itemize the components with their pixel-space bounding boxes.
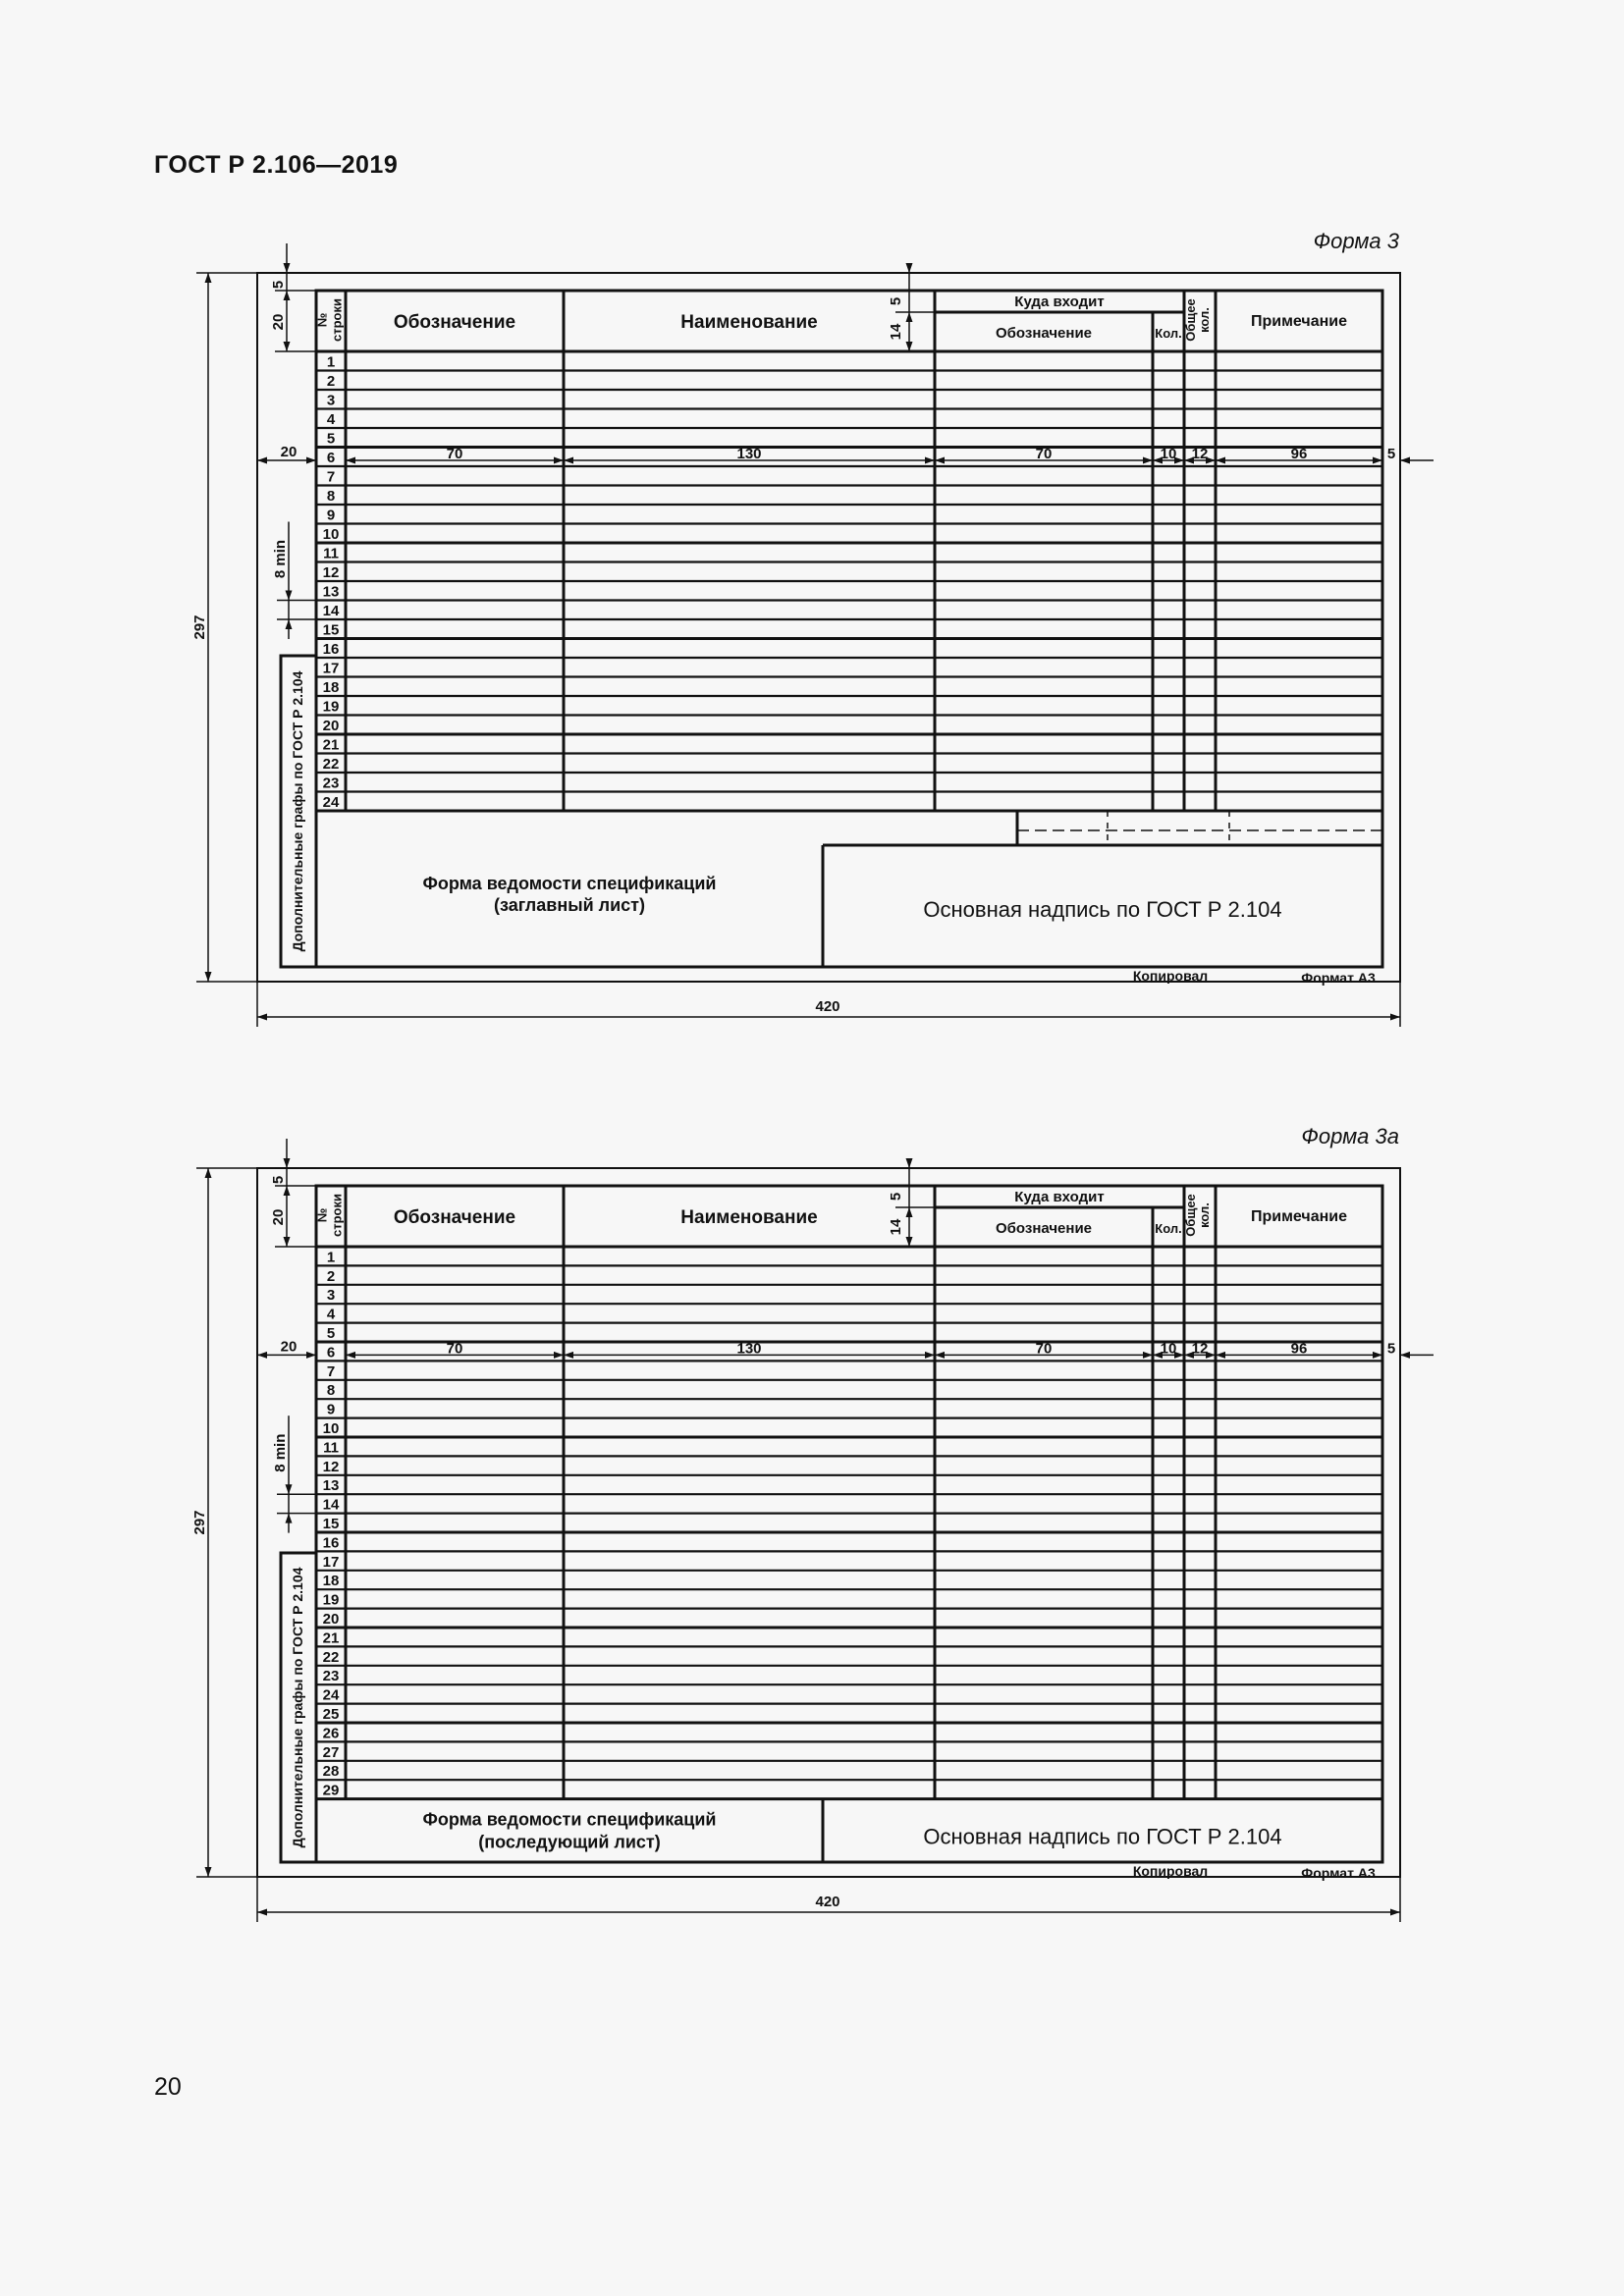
- row-number: 16: [322, 1534, 340, 1552]
- where-used-header: Куда входит: [1014, 294, 1105, 310]
- row-number: 10: [322, 526, 340, 543]
- row-number-header: №строки: [314, 1194, 345, 1237]
- dimension-arrow: [257, 1352, 267, 1359]
- row-number: 6: [326, 1344, 336, 1362]
- title-block-text: Основная надпись по ГОСТ Р 2.104: [923, 897, 1282, 922]
- dimension-arrow: [284, 1186, 291, 1196]
- column-width-dimension: 130: [736, 1340, 762, 1358]
- column-width-dimension: 70: [446, 1340, 463, 1358]
- page-number: 20: [154, 2073, 182, 2101]
- where-designation-header: Обозначение: [995, 1220, 1093, 1237]
- row-number: 20: [322, 718, 340, 734]
- dimension-arrow: [286, 619, 293, 629]
- row-number: 18: [322, 1573, 340, 1590]
- row-number: 2: [326, 1267, 336, 1285]
- row-number: 21: [322, 736, 340, 754]
- row-number: 22: [322, 756, 340, 773]
- row-number: 19: [322, 1591, 340, 1609]
- row-number: 9: [326, 507, 336, 524]
- row-number: 29: [322, 1782, 340, 1799]
- name-header: Наименование: [680, 312, 818, 333]
- dimension-arrow: [1390, 1014, 1400, 1021]
- copied-label: Копировал: [1132, 1863, 1209, 1879]
- dimension-arrow: [286, 1484, 293, 1494]
- row-number: 13: [322, 583, 340, 601]
- row-number: 23: [322, 1668, 340, 1685]
- designation-header: Обозначение: [393, 1207, 516, 1228]
- copied-label: Копировал: [1132, 968, 1209, 984]
- row-number: 26: [322, 1725, 340, 1742]
- qty-header: Кол.: [1155, 326, 1182, 341]
- row-number: 15: [322, 1516, 340, 1532]
- column-width-dimension: 70: [1035, 1340, 1053, 1358]
- row-number-header: №строки: [314, 298, 345, 342]
- title-block-text: Основная надпись по ГОСТ Р 2.104: [923, 1824, 1282, 1849]
- where-designation-header: Обозначение: [995, 325, 1093, 342]
- dimension-arrow: [257, 457, 267, 464]
- row-number: 2: [326, 373, 336, 390]
- row-number: 18: [322, 679, 340, 696]
- width-dimension: 420: [815, 1894, 840, 1910]
- designation-header: Обозначение: [393, 312, 516, 333]
- left-margin-dimension: 20: [280, 1338, 298, 1356]
- dimension-arrow: [257, 1014, 267, 1021]
- dimension-arrow: [906, 1158, 913, 1168]
- document-header: ГОСТ Р 2.106—2019: [154, 151, 399, 179]
- column-width-dimension: 96: [1290, 1340, 1308, 1358]
- form-subtitle: (последующий лист): [478, 1832, 661, 1852]
- subheader-dimension: 14: [888, 1218, 904, 1236]
- dimension-arrow: [257, 1909, 267, 1916]
- left-margin-dimension: 20: [280, 444, 298, 460]
- column-width-dimension: 12: [1191, 446, 1209, 462]
- column-width-dimension: 70: [446, 446, 463, 462]
- dimension-arrow: [284, 291, 291, 300]
- row-number: 28: [322, 1763, 340, 1781]
- header-height-dimension: 20: [270, 1208, 287, 1226]
- note-header: Примечание: [1250, 313, 1348, 330]
- row-number: 6: [326, 450, 336, 466]
- row-number: 14: [322, 603, 340, 619]
- row-number: 13: [322, 1477, 340, 1495]
- form-3a-drawing: [0, 1119, 1624, 1963]
- dimension-arrow: [906, 312, 913, 322]
- row-number: 12: [322, 564, 340, 581]
- row-number: 5: [326, 1325, 336, 1342]
- sub-top-dimension: 5: [888, 1192, 904, 1201]
- row-number: 20: [322, 1611, 340, 1628]
- row-number: 8: [326, 1382, 336, 1400]
- additional-fields-label: Дополнительные графы по ГОСТ Р 2.104: [290, 670, 305, 952]
- top-margin-dimension: 5: [270, 280, 287, 290]
- dimension-arrow: [205, 1867, 212, 1877]
- height-dimension: 297: [191, 1510, 208, 1535]
- format-label: Формат А3: [1301, 970, 1376, 986]
- dimension-arrow: [284, 1158, 291, 1168]
- row-number: 7: [326, 468, 336, 486]
- row-number: 17: [322, 660, 340, 677]
- total-qty-header: Общеекол.: [1183, 298, 1212, 342]
- form-subtitle: (заглавный лист): [494, 895, 645, 915]
- row-number: 21: [322, 1629, 340, 1647]
- top-margin-dimension: 5: [270, 1175, 287, 1185]
- form-3-drawing: [0, 224, 1624, 1068]
- row-number: 25: [322, 1706, 340, 1723]
- sheet-border: [257, 1168, 1400, 1877]
- row-number: 3: [326, 1287, 336, 1305]
- subheader-dimension: 14: [888, 323, 904, 341]
- form-title: Форма ведомости спецификаций: [422, 874, 717, 893]
- row-number: 7: [326, 1362, 336, 1380]
- row-number: 17: [322, 1553, 340, 1571]
- row-number: 3: [326, 392, 336, 409]
- row-number: 16: [322, 641, 340, 658]
- row-number: 11: [323, 1439, 339, 1457]
- row-number: 27: [322, 1743, 340, 1761]
- note-header: Примечание: [1250, 1208, 1348, 1225]
- dimension-arrow: [1400, 1352, 1410, 1359]
- name-header: Наименование: [680, 1207, 818, 1228]
- column-width-dimension: 12: [1191, 1340, 1209, 1358]
- row-number: 23: [322, 774, 340, 792]
- dimension-arrow: [284, 263, 291, 273]
- additional-fields-label: Дополнительные графы по ГОСТ Р 2.104: [290, 1567, 305, 1848]
- row-number: 9: [326, 1401, 336, 1418]
- row-number: 1: [326, 353, 336, 371]
- dimension-arrow: [906, 1207, 913, 1217]
- dimension-arrow: [284, 342, 291, 351]
- column-width-dimension: 10: [1160, 446, 1177, 462]
- right-margin-dimension: 5: [1386, 446, 1396, 462]
- form-label: Форма 3а: [1301, 1124, 1399, 1148]
- header-height-dimension: 20: [270, 313, 287, 331]
- form-title: Форма ведомости спецификаций: [422, 1809, 717, 1830]
- dimension-arrow: [205, 972, 212, 982]
- row-number: 24: [322, 1686, 340, 1704]
- row-number: 4: [326, 411, 336, 428]
- total-qty-header: Общеекол.: [1183, 1194, 1212, 1237]
- dimension-arrow: [284, 1237, 291, 1247]
- where-used-header: Куда входит: [1014, 1189, 1105, 1205]
- column-width-dimension: 10: [1160, 1340, 1177, 1358]
- dimension-arrow: [286, 1514, 293, 1523]
- row-number: 14: [322, 1496, 340, 1514]
- dimension-arrow: [1400, 457, 1410, 464]
- row-number: 19: [322, 698, 340, 716]
- dimension-arrow: [205, 273, 212, 283]
- row-height-dimension: 8 min: [272, 539, 289, 579]
- qty-header: Кол.: [1155, 1221, 1182, 1236]
- row-number: 1: [326, 1249, 336, 1266]
- row-number: 12: [322, 1458, 340, 1475]
- right-margin-dimension: 5: [1386, 1340, 1396, 1358]
- column-width-dimension: 96: [1290, 446, 1308, 462]
- dimension-arrow: [286, 591, 293, 601]
- row-number: 5: [326, 430, 336, 448]
- row-number: 10: [322, 1420, 340, 1437]
- dimension-arrow: [1390, 1909, 1400, 1916]
- column-width-dimension: 70: [1035, 446, 1053, 462]
- row-number: 15: [322, 621, 340, 639]
- row-height-dimension: 8 min: [272, 1433, 289, 1472]
- row-number: 22: [322, 1648, 340, 1666]
- row-number: 8: [326, 488, 336, 505]
- format-label: Формат А3: [1301, 1865, 1376, 1881]
- row-number: 24: [322, 794, 340, 811]
- dimension-arrow: [906, 263, 913, 273]
- column-width-dimension: 130: [736, 446, 762, 462]
- height-dimension: 297: [191, 614, 208, 640]
- row-number: 11: [323, 545, 339, 562]
- sub-top-dimension: 5: [888, 296, 904, 306]
- row-number: 4: [326, 1306, 336, 1323]
- dimension-arrow: [205, 1168, 212, 1178]
- sheet-frame: [316, 291, 1382, 967]
- form-label: Форма 3: [1313, 229, 1399, 253]
- width-dimension: 420: [815, 998, 840, 1015]
